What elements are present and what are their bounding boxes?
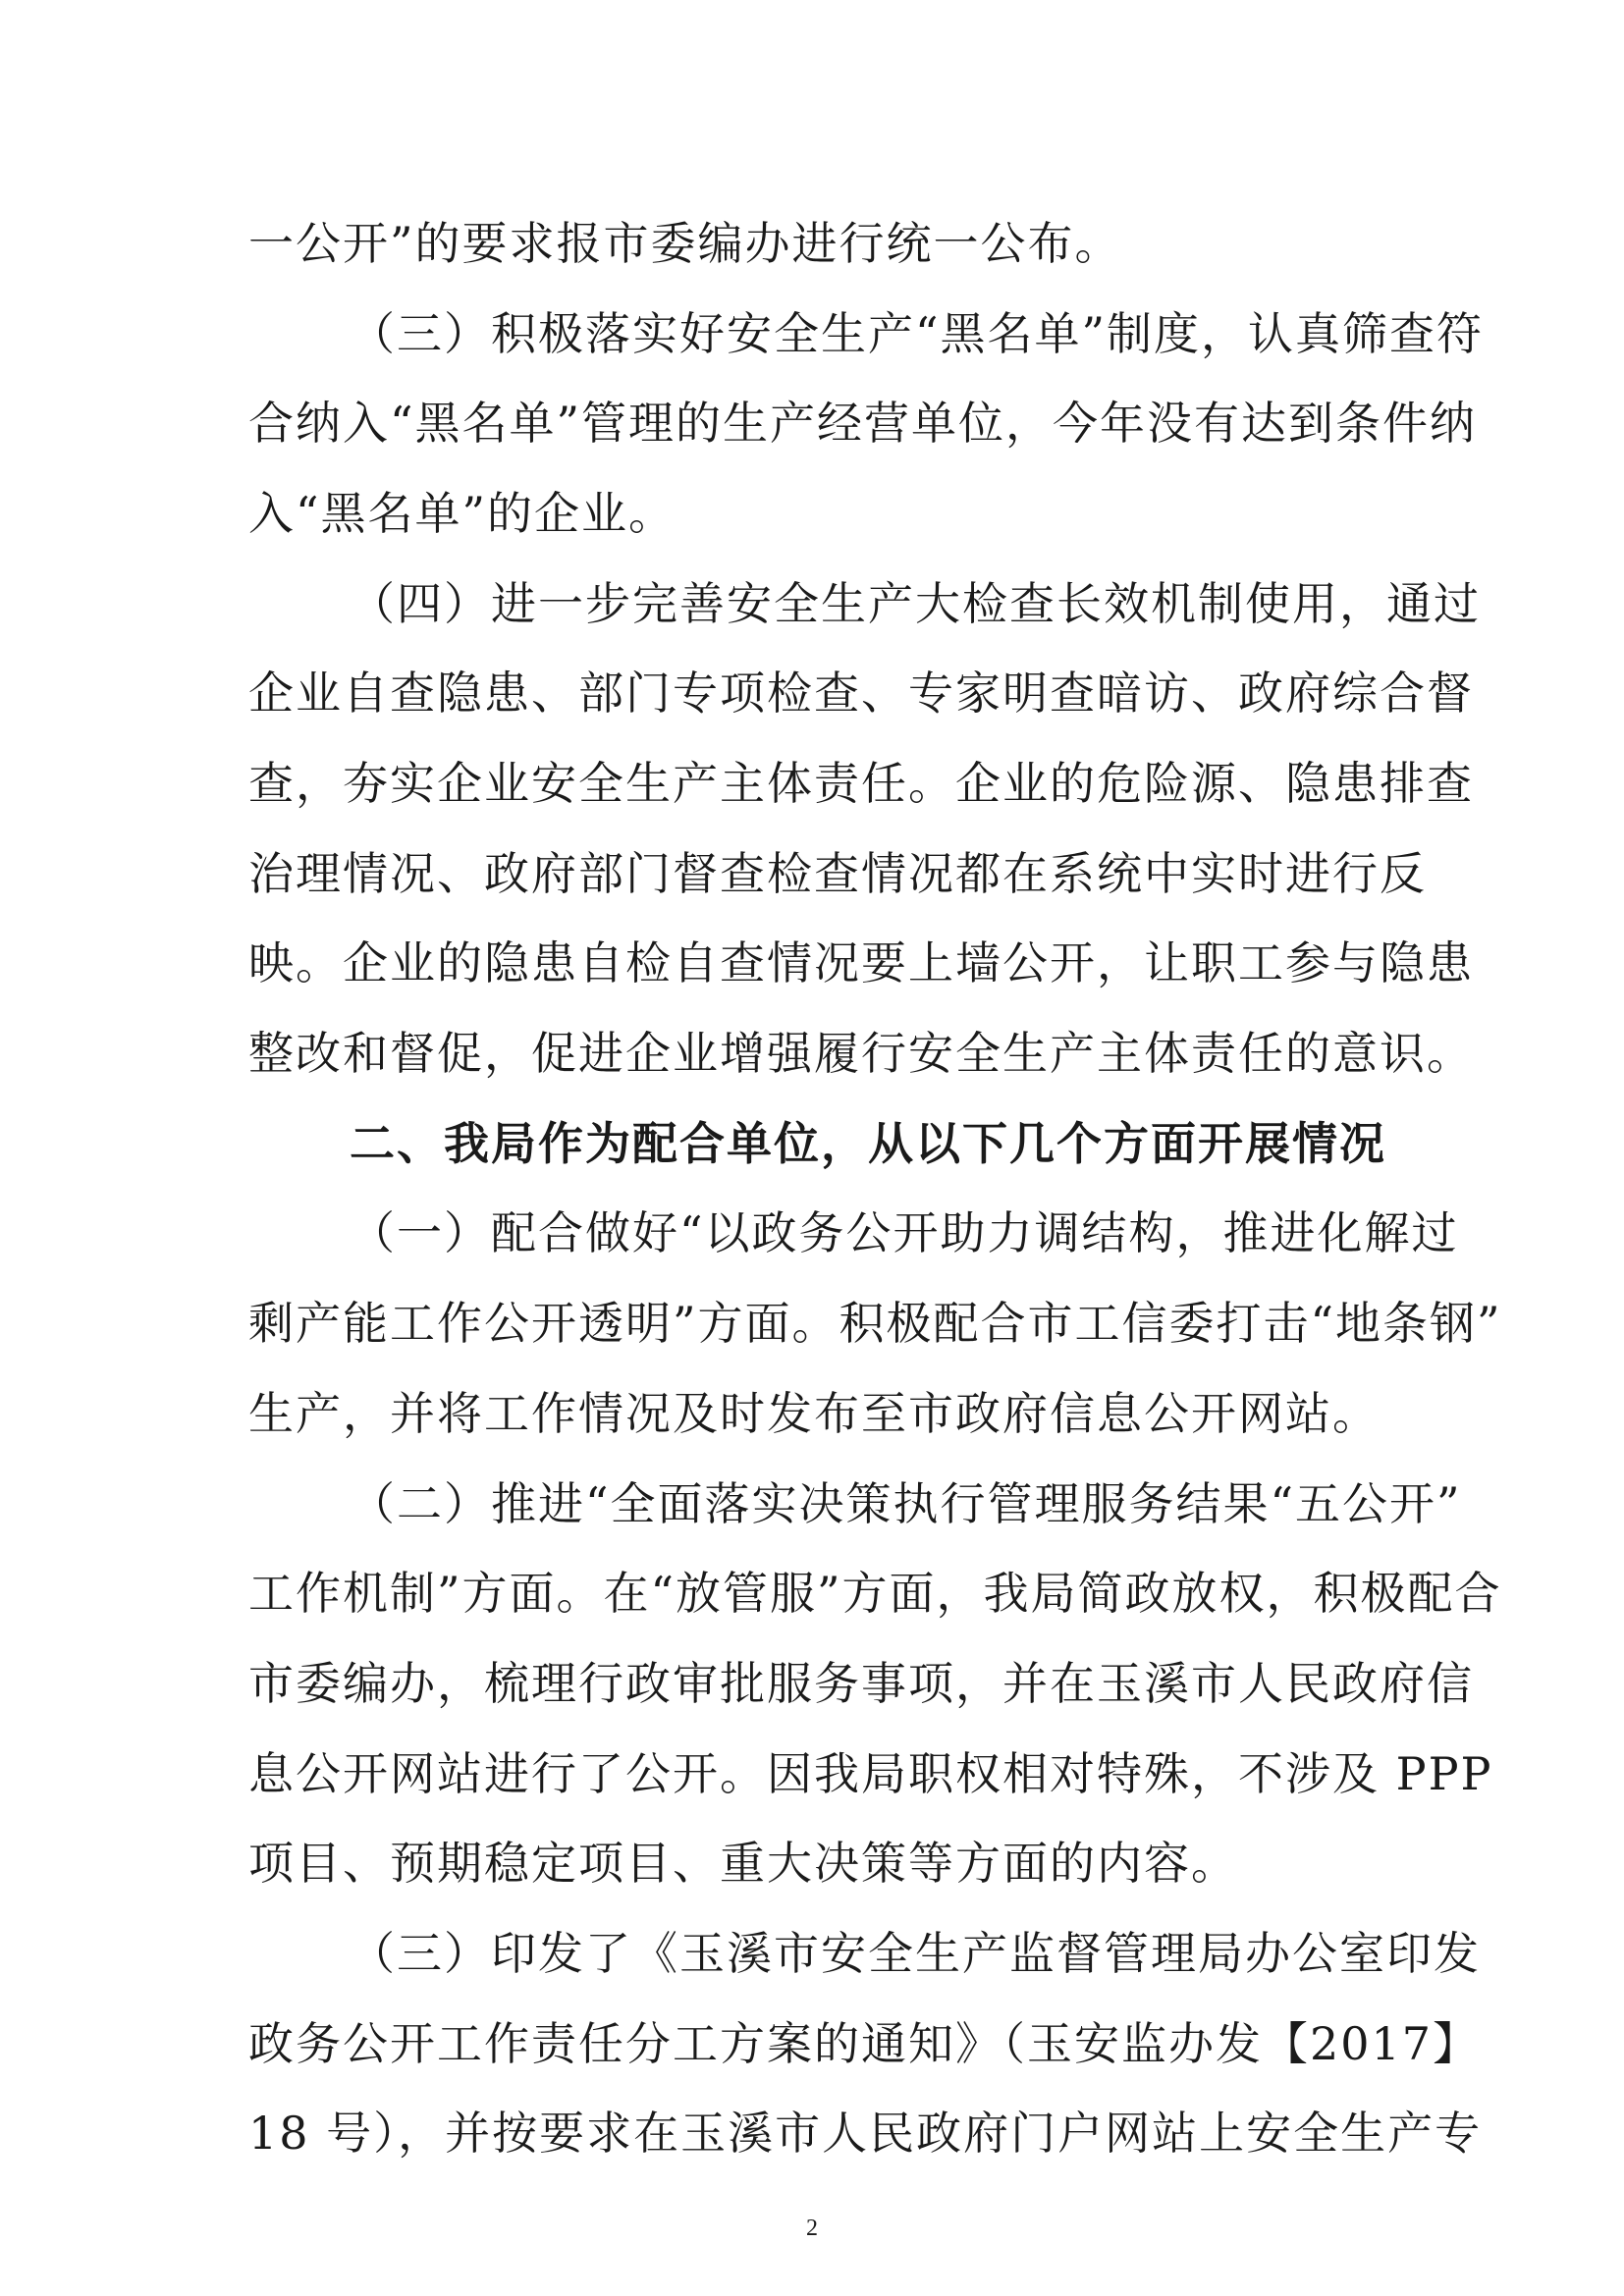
- text-line: 合纳入“黑名单”管理的生产经营单位，今年没有达到条件纳: [248, 397, 1478, 451]
- text-line: 治理情况、政府部门督查检查情况都在系统中实时进行反: [248, 846, 1427, 900]
- text-line: 映。企业的隐患自检自查情况要上墙公开，让职工参与隐患: [248, 936, 1474, 990]
- text-line: 入“黑名单”的企业。: [248, 487, 677, 541]
- page-number: 2: [806, 2216, 818, 2241]
- text-line: 一公开”的要求报市委编办进行统一公布。: [248, 217, 1122, 270]
- paragraph-first-line: （四）进一步完善安全生产大检查长效机制使用，通过: [350, 576, 1481, 630]
- text-line: 息公开网站进行了公开。因我局职权相对特殊，不涉及 PPP: [248, 1746, 1493, 1800]
- section-heading: 二、我局作为配合单位，从以下几个方面开展情况: [350, 1116, 1386, 1170]
- text-line: 剩产能工作公开透明”方面。积极配合市工信委打击“地条钢”: [248, 1297, 1502, 1351]
- text-line: 生产，并将工作情况及时发布至市政府信息公开网站。: [248, 1386, 1380, 1440]
- text-line: 工作机制”方面。在“放管服”方面，我局简政放权，积极配合: [248, 1567, 1502, 1621]
- text-line: 18 号），并按要求在玉溪市人民政府门户网站上安全生产专: [248, 2107, 1483, 2161]
- paragraph-first-line: （一）配合做好“以政务公开助力调结构，推进化解过: [350, 1206, 1459, 1260]
- paragraph-first-line: （三）印发了《玉溪市安全生产监督管理局办公室印发: [350, 1926, 1481, 1980]
- text-line: 企业自查隐患、部门专项检查、专家明查暗访、政府综合督: [248, 667, 1474, 721]
- text-line: 查，夯实企业安全生产主体责任。企业的危险源、隐患排查: [248, 757, 1474, 811]
- paragraph-first-line: （三）积极落实好安全生产“黑名单”制度，认真筛查符: [350, 306, 1485, 360]
- text-line: 整改和督促，促进企业增强履行安全生产主体责任的意识。: [248, 1027, 1474, 1081]
- text-line: 市委编办，梳理行政审批服务事项，并在玉溪市人民政府信: [248, 1656, 1474, 1710]
- text-line: 政务公开工作责任分工方案的通知》（玉安监办发【2017】: [248, 2016, 1481, 2070]
- text-line: 项目、预期稳定项目、重大决策等方面的内容。: [248, 1837, 1238, 1891]
- paragraph-first-line: （二）推进“全面落实决策执行管理服务结果“五公开”: [350, 1476, 1462, 1530]
